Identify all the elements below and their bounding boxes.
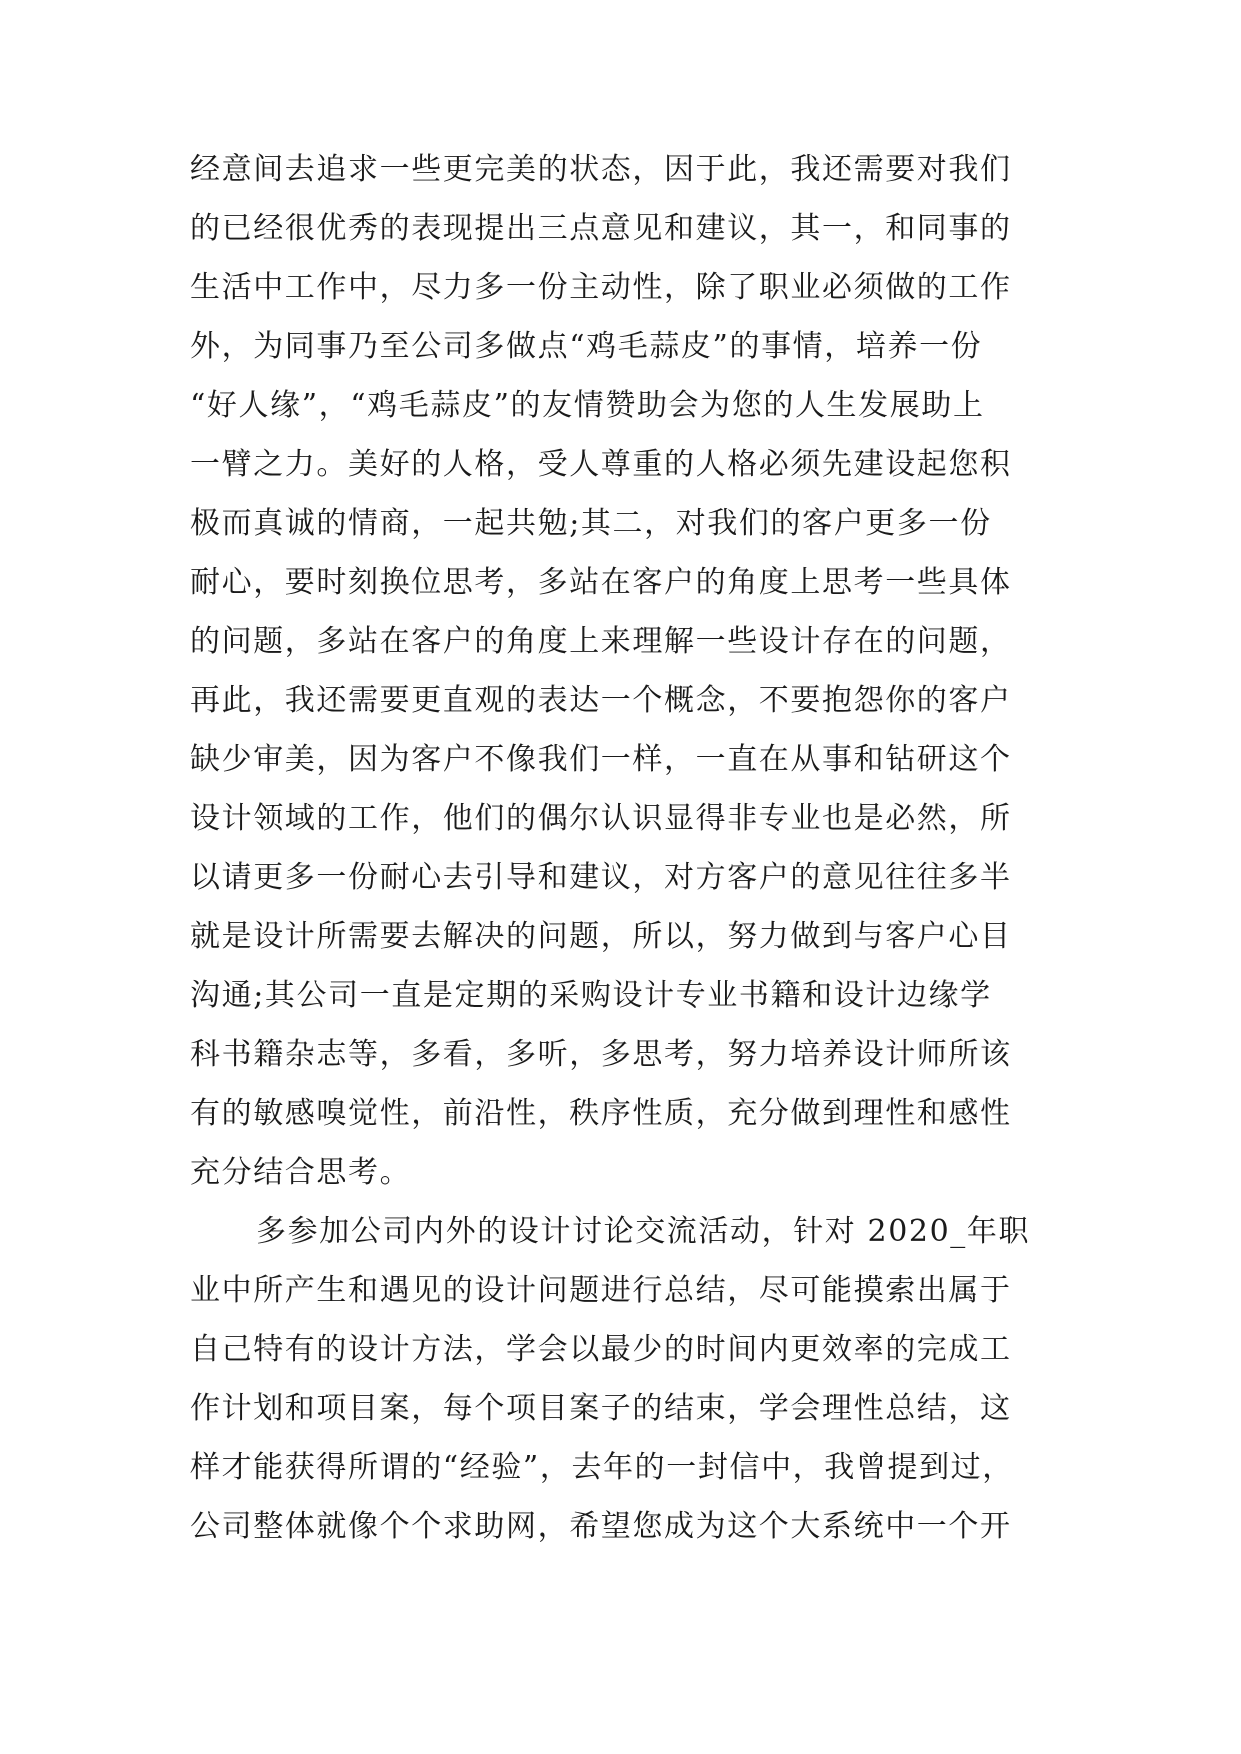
text-line: 沟通;其公司一直是定期的采购设计专业书籍和设计边缘学: [190, 978, 992, 1013]
text-line: 公司整体就像个个求助网，希望您成为这个大系统中一个开: [190, 1509, 1012, 1544]
text-line: 耐心，要时刻换位思考，多站在客户的角度上思考一些具体: [190, 565, 1012, 600]
text-line: 充分结合思考。: [190, 1155, 412, 1190]
text-line: 多参加公司内外的设计讨论交流活动，针对 2020_年职: [256, 1214, 1031, 1249]
text-line: 科书籍杂志等，多看，多听，多思考，努力培养设计师所该: [190, 1037, 1012, 1072]
text-line: 有的敏感嗅觉性，前沿性，秩序性质，充分做到理性和感性: [190, 1096, 1012, 1131]
text-line: 生活中工作中，尽力多一份主动性，除了职业必须做的工作: [190, 270, 1012, 305]
text-line: “好人缘”，“鸡毛蒜皮”的友情赞助会为您的人生发展助上: [190, 388, 985, 423]
text-line: 设计领域的工作，他们的偶尔认识显得非专业也是必然，所: [190, 801, 1012, 836]
text-line: 以请更多一份耐心去引导和建议，对方客户的意见往往多半: [190, 860, 1012, 895]
text-line: 经意间去追求一些更完美的状态，因于此，我还需要对我们: [190, 152, 1012, 187]
text-line: 作计划和项目案，每个项目案子的结束，学会理性总结，这: [190, 1391, 1012, 1426]
text-line: 再此，我还需要更直观的表达一个概念，不要抱怨你的客户: [190, 683, 1012, 718]
body-text: [190, 140, 1070, 1556]
text-line: 自己特有的设计方法，学会以最少的时间内更效率的完成工: [190, 1332, 1012, 1367]
paragraph-1: [190, 140, 1070, 1202]
text-line: 一臂之力。美好的人格，受人尊重的人格必须先建设起您积: [190, 447, 1012, 482]
text-line: 缺少审美，因为客户不像我们一样，一直在从事和钻研这个: [190, 742, 1012, 777]
text-line: 外，为同事乃至公司多做点“鸡毛蒜皮”的事情，培养一份: [190, 329, 983, 364]
text-line: 业中所产生和遇见的设计问题进行总结，尽可能摸索出属于: [190, 1273, 1012, 1308]
text-line: 极而真诚的情商，一起共勉;其二，对我们的客户更多一份: [190, 506, 992, 541]
text-line: 样才能获得所谓的“经验”，去年的一封信中，我曾提到过，: [190, 1450, 1014, 1485]
text-line: 就是设计所需要去解决的问题，所以，努力做到与客户心目: [190, 919, 1012, 954]
text-line: 的已经很优秀的表现提出三点意见和建议，其一，和同事的: [190, 211, 1012, 246]
paragraph-2: [190, 1202, 1070, 1556]
text-line: 的问题，多站在客户的角度上来理解一些设计存在的问题，: [190, 624, 1012, 659]
